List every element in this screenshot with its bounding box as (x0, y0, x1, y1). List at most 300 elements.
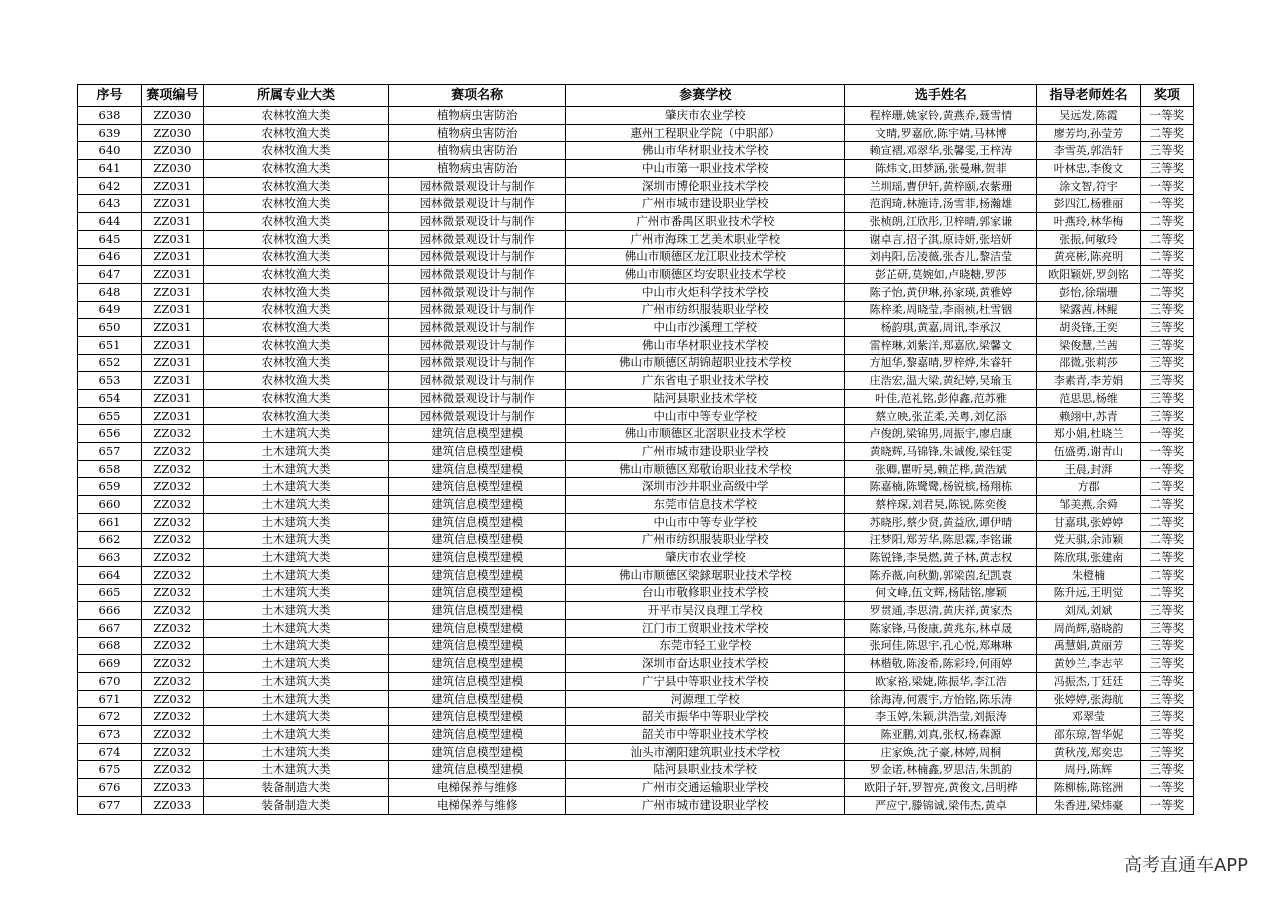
header-school: 参赛学校 (566, 85, 845, 107)
cell-category: 土木建筑大类 (203, 513, 388, 531)
cell-event: 建筑信息模型建模 (389, 531, 566, 549)
cell-teachers: 邵东琼,智华妮 (1037, 726, 1140, 744)
table-row (78, 160, 1194, 178)
cell-students: 黄晓辉,马锦锋,朱诚俊,梁钰雯 (845, 443, 1037, 461)
cell-event: 植物病虫害防治 (389, 160, 566, 178)
table-row (78, 124, 1194, 142)
cell-seq: 666 (78, 602, 142, 620)
cell-code: ZZ031 (141, 283, 203, 301)
cell-teachers: 周尚辉,骆晓韵 (1037, 619, 1140, 637)
cell-category: 农林牧渔大类 (203, 248, 388, 266)
cell-code: ZZ032 (141, 708, 203, 726)
cell-students: 徐海涛,何震宇,方怡铭,陈乐涛 (845, 690, 1037, 708)
cell-school: 佛山市顺德区郑敬诒职业技术学校 (566, 460, 845, 478)
cell-event: 建筑信息模型建模 (389, 602, 566, 620)
table-row (78, 336, 1194, 354)
cell-code: ZZ032 (141, 673, 203, 691)
cell-teachers: 赖翊中,苏青 (1037, 407, 1140, 425)
cell-teachers: 伍盛勇,谢青山 (1037, 443, 1140, 461)
cell-event: 植物病虫害防治 (389, 107, 566, 125)
table-row (78, 637, 1194, 655)
cell-code: ZZ032 (141, 549, 203, 567)
table-row (78, 407, 1194, 425)
cell-award: 二等奖 (1140, 283, 1193, 301)
cell-school: 中山市沙溪理工学校 (566, 319, 845, 337)
cell-category: 土木建筑大类 (203, 478, 388, 496)
cell-teachers: 张婷婷,张海航 (1037, 690, 1140, 708)
cell-category: 土木建筑大类 (203, 619, 388, 637)
cell-award: 三等奖 (1140, 690, 1193, 708)
table-row (78, 602, 1194, 620)
header-event-name: 赛项名称 (389, 85, 566, 107)
cell-award: 二等奖 (1140, 230, 1193, 248)
cell-seq: 663 (78, 549, 142, 567)
table-row (78, 496, 1194, 514)
cell-seq: 649 (78, 301, 142, 319)
cell-code: ZZ030 (141, 124, 203, 142)
cell-award: 二等奖 (1140, 513, 1193, 531)
cell-seq: 675 (78, 761, 142, 779)
cell-students: 陈子怡,黄伊琳,孙家瑛,黄雅婷 (845, 283, 1037, 301)
cell-school: 广州市交通运输职业学校 (566, 779, 845, 797)
cell-award: 一等奖 (1140, 779, 1193, 797)
cell-students: 雷梓琳,刘紫洋,郑嘉欣,梁馨文 (845, 336, 1037, 354)
cell-award: 二等奖 (1140, 496, 1193, 514)
cell-code: ZZ031 (141, 336, 203, 354)
cell-event: 建筑信息模型建模 (389, 761, 566, 779)
cell-award: 二等奖 (1140, 566, 1193, 584)
table-row (78, 478, 1194, 496)
cell-code: ZZ032 (141, 743, 203, 761)
cell-award: 一等奖 (1140, 195, 1193, 213)
cell-award: 一等奖 (1140, 425, 1193, 443)
cell-event: 建筑信息模型建模 (389, 496, 566, 514)
cell-school: 佛山市顺德区龙江职业技术学校 (566, 248, 845, 266)
cell-school: 佛山市顺德区均安职业技术学校 (566, 266, 845, 284)
cell-students: 文晴,罗嘉欣,陈宇婧,马林博 (845, 124, 1037, 142)
cell-event: 建筑信息模型建模 (389, 584, 566, 602)
cell-category: 土木建筑大类 (203, 584, 388, 602)
cell-school: 佛山市顺德区胡锦超职业技术学校 (566, 354, 845, 372)
cell-seq: 670 (78, 673, 142, 691)
table-row (78, 513, 1194, 531)
cell-code: ZZ032 (141, 513, 203, 531)
table-row (78, 584, 1194, 602)
cell-seq: 648 (78, 283, 142, 301)
cell-seq: 652 (78, 354, 142, 372)
table-row (78, 460, 1194, 478)
table-row (78, 673, 1194, 691)
cell-teachers: 彭怡,徐瑞珊 (1037, 283, 1140, 301)
cell-event: 建筑信息模型建模 (389, 478, 566, 496)
cell-code: ZZ032 (141, 443, 203, 461)
cell-event: 园林微景观设计与制作 (389, 372, 566, 390)
cell-school: 陆河县职业技术学校 (566, 761, 845, 779)
cell-award: 一等奖 (1140, 443, 1193, 461)
cell-students: 蔡梓琛,刘君昊,陈锐,陈奕俊 (845, 496, 1037, 514)
cell-code: ZZ031 (141, 319, 203, 337)
cell-category: 农林牧渔大类 (203, 177, 388, 195)
cell-award: 一等奖 (1140, 796, 1193, 814)
cell-seq: 657 (78, 443, 142, 461)
table-row (78, 107, 1194, 125)
cell-students: 汪梦阳,郑芳华,陈思霖,李铭谦 (845, 531, 1037, 549)
cell-school: 中山市第一职业技术学校 (566, 160, 845, 178)
cell-code: ZZ033 (141, 779, 203, 797)
cell-school: 广州市城市建设职业学校 (566, 796, 845, 814)
cell-students: 何文峰,伍文辉,杨陆铭,廖颖 (845, 584, 1037, 602)
cell-category: 土木建筑大类 (203, 743, 388, 761)
cell-code: ZZ032 (141, 425, 203, 443)
cell-teachers: 范思思,杨维 (1037, 390, 1140, 408)
cell-award: 三等奖 (1140, 390, 1193, 408)
table-row (78, 443, 1194, 461)
cell-category: 土木建筑大类 (203, 425, 388, 443)
cell-award: 二等奖 (1140, 248, 1193, 266)
table-row (78, 743, 1194, 761)
table-row (78, 761, 1194, 779)
cell-teachers: 王晨,封湃 (1037, 460, 1140, 478)
cell-category: 土木建筑大类 (203, 531, 388, 549)
cell-seq: 677 (78, 796, 142, 814)
cell-teachers: 欧阳颖妍,罗剑铭 (1037, 266, 1140, 284)
cell-seq: 654 (78, 390, 142, 408)
cell-category: 土木建筑大类 (203, 690, 388, 708)
header-row (78, 85, 1194, 107)
cell-award: 三等奖 (1140, 761, 1193, 779)
cell-seq: 642 (78, 177, 142, 195)
cell-students: 范润琦,林施诗,汤雪菲,杨瀚雄 (845, 195, 1037, 213)
cell-teachers: 邹美燕,余舜 (1037, 496, 1140, 514)
cell-school: 佛山市华材职业技术学校 (566, 336, 845, 354)
cell-school: 陆河县职业技术学校 (566, 390, 845, 408)
cell-school: 江门市工贸职业技术学校 (566, 619, 845, 637)
cell-event: 建筑信息模型建模 (389, 726, 566, 744)
cell-event: 园林微景观设计与制作 (389, 390, 566, 408)
cell-school: 东莞市轻工业学校 (566, 637, 845, 655)
cell-code: ZZ032 (141, 566, 203, 584)
cell-seq: 669 (78, 655, 142, 673)
cell-code: ZZ031 (141, 301, 203, 319)
cell-category: 土木建筑大类 (203, 673, 388, 691)
cell-award: 三等奖 (1140, 354, 1193, 372)
cell-code: ZZ031 (141, 266, 203, 284)
cell-seq: 667 (78, 619, 142, 637)
cell-award: 三等奖 (1140, 655, 1193, 673)
table-row (78, 301, 1194, 319)
cell-students: 彭芷研,莫婉如,卢晓糖,罗莎 (845, 266, 1037, 284)
cell-teachers: 党天骐,余沛颖 (1037, 531, 1140, 549)
cell-category: 土木建筑大类 (203, 566, 388, 584)
cell-event: 建筑信息模型建模 (389, 425, 566, 443)
table-row (78, 372, 1194, 390)
watermark-text: 高考直通车APP (1123, 855, 1248, 876)
cell-school: 开平市吴汉良理工学校 (566, 602, 845, 620)
cell-seq: 638 (78, 107, 142, 125)
cell-award: 三等奖 (1140, 743, 1193, 761)
header-students: 选手姓名 (845, 85, 1037, 107)
cell-students: 罗贯通,李思清,黄庆祥,黄家杰 (845, 602, 1037, 620)
cell-event: 园林微景观设计与制作 (389, 319, 566, 337)
cell-seq: 672 (78, 708, 142, 726)
cell-teachers: 叶林忠,李俊文 (1037, 160, 1140, 178)
cell-teachers: 叶燕玲,林华梅 (1037, 213, 1140, 231)
cell-code: ZZ031 (141, 248, 203, 266)
cell-teachers: 黄秋茂,郑奕忠 (1037, 743, 1140, 761)
cell-teachers: 张振,何敏玲 (1037, 230, 1140, 248)
cell-school: 广州市城市建设职业学校 (566, 443, 845, 461)
table-row (78, 796, 1194, 814)
cell-category: 土木建筑大类 (203, 602, 388, 620)
cell-school: 深圳市沙井职业高级中学 (566, 478, 845, 496)
cell-seq: 645 (78, 230, 142, 248)
table-body (78, 107, 1194, 815)
cell-award: 二等奖 (1140, 213, 1193, 231)
cell-students: 张桢朗,江欣彤,卫梓晴,郭家谦 (845, 213, 1037, 231)
cell-code: ZZ030 (141, 160, 203, 178)
cell-award: 三等奖 (1140, 673, 1193, 691)
cell-students: 程梓珊,姚家铃,黄燕乔,聂雪情 (845, 107, 1037, 125)
cell-code: ZZ031 (141, 390, 203, 408)
cell-code: ZZ032 (141, 496, 203, 514)
cell-category: 农林牧渔大类 (203, 195, 388, 213)
cell-category: 农林牧渔大类 (203, 372, 388, 390)
cell-code: ZZ032 (141, 655, 203, 673)
cell-teachers: 李雪英,郭浩轩 (1037, 142, 1140, 160)
table-row (78, 549, 1194, 567)
cell-teachers: 陈柳栋,陈铭洲 (1037, 779, 1140, 797)
cell-school: 汕头市潮阳建筑职业技术学校 (566, 743, 845, 761)
cell-category: 土木建筑大类 (203, 549, 388, 567)
cell-code: ZZ031 (141, 407, 203, 425)
cell-teachers: 郑小娟,杜晓兰 (1037, 425, 1140, 443)
cell-students: 杨韵琪,黄嘉,周讯,李承汉 (845, 319, 1037, 337)
cell-code: ZZ032 (141, 619, 203, 637)
cell-teachers: 黄妙兰,李志苹 (1037, 655, 1140, 673)
cell-seq: 671 (78, 690, 142, 708)
cell-seq: 639 (78, 124, 142, 142)
cell-students: 陈家锋,马俊康,黄兆东,林卓晟 (845, 619, 1037, 637)
cell-school: 肇庆市农业学校 (566, 107, 845, 125)
cell-teachers: 朱橙楠 (1037, 566, 1140, 584)
cell-seq: 673 (78, 726, 142, 744)
cell-award: 三等奖 (1140, 319, 1193, 337)
cell-code: ZZ032 (141, 637, 203, 655)
cell-teachers: 周丹,陈辉 (1037, 761, 1140, 779)
cell-school: 中山市中等专业学校 (566, 407, 845, 425)
cell-category: 农林牧渔大类 (203, 354, 388, 372)
cell-category: 农林牧渔大类 (203, 230, 388, 248)
cell-teachers: 廖芳均,孙莹芳 (1037, 124, 1140, 142)
cell-seq: 676 (78, 779, 142, 797)
cell-code: ZZ031 (141, 230, 203, 248)
cell-seq: 641 (78, 160, 142, 178)
cell-students: 庄家焕,沈子豪,林婷,周桐 (845, 743, 1037, 761)
cell-award: 二等奖 (1140, 478, 1193, 496)
cell-students: 蔡立映,张芷柔,关粤,刘亿添 (845, 407, 1037, 425)
cell-seq: 643 (78, 195, 142, 213)
cell-seq: 662 (78, 531, 142, 549)
cell-teachers: 陈欣琪,张建南 (1037, 549, 1140, 567)
cell-students: 叶佳,范礼铭,彭倬鑫,范苏雅 (845, 390, 1037, 408)
cell-seq: 647 (78, 266, 142, 284)
cell-school: 中山市火炬科学技术学校 (566, 283, 845, 301)
cell-teachers: 陈升远,王明觉 (1037, 584, 1140, 602)
table-row (78, 195, 1194, 213)
cell-event: 园林微景观设计与制作 (389, 230, 566, 248)
cell-award: 三等奖 (1140, 142, 1193, 160)
cell-award: 三等奖 (1140, 726, 1193, 744)
cell-school: 韶关市振华中等职业学校 (566, 708, 845, 726)
cell-event: 电梯保养与维修 (389, 779, 566, 797)
cell-event: 园林微景观设计与制作 (389, 336, 566, 354)
cell-teachers: 刘凤,刘斌 (1037, 602, 1140, 620)
cell-students: 欧阳子轩,罗智亮,黄俊文,吕明桦 (845, 779, 1037, 797)
cell-award: 一等奖 (1140, 177, 1193, 195)
cell-code: ZZ031 (141, 195, 203, 213)
cell-code: ZZ032 (141, 460, 203, 478)
table-row (78, 566, 1194, 584)
cell-code: ZZ031 (141, 372, 203, 390)
cell-students: 谢卓言,招子淇,原诗妍,张培妍 (845, 230, 1037, 248)
cell-event: 建筑信息模型建模 (389, 460, 566, 478)
cell-award: 三等奖 (1140, 160, 1193, 178)
cell-teachers: 梁俊慧,兰茜 (1037, 336, 1140, 354)
cell-category: 装备制造大类 (203, 779, 388, 797)
cell-code: ZZ031 (141, 213, 203, 231)
table-row (78, 619, 1194, 637)
cell-school: 广州市纺织服装职业学校 (566, 301, 845, 319)
cell-category: 农林牧渔大类 (203, 107, 388, 125)
cell-event: 建筑信息模型建模 (389, 655, 566, 673)
cell-award: 三等奖 (1140, 407, 1193, 425)
cell-seq: 674 (78, 743, 142, 761)
cell-code: ZZ031 (141, 177, 203, 195)
cell-seq: 651 (78, 336, 142, 354)
cell-teachers: 朱香进,梁炜豪 (1037, 796, 1140, 814)
cell-award: 二等奖 (1140, 549, 1193, 567)
header-event-code: 赛项编号 (141, 85, 203, 107)
cell-school: 中山市中等专业学校 (566, 513, 845, 531)
table-row (78, 248, 1194, 266)
cell-students: 赖宣褶,邓翠华,张馨雯,王梓涛 (845, 142, 1037, 160)
table-row (78, 266, 1194, 284)
cell-school: 肇庆市农业学校 (566, 549, 845, 567)
cell-code: ZZ031 (141, 354, 203, 372)
cell-school: 东莞市信息技术学校 (566, 496, 845, 514)
cell-school: 广州市番禺区职业技术学校 (566, 213, 845, 231)
cell-school: 佛山市顺德区北滘职业技术学校 (566, 425, 845, 443)
cell-school: 广州市城市建设职业学校 (566, 195, 845, 213)
header-teachers: 指导老师姓名 (1037, 85, 1140, 107)
table-row (78, 531, 1194, 549)
cell-category: 农林牧渔大类 (203, 142, 388, 160)
cell-teachers: 彭四江,杨雅丽 (1037, 195, 1140, 213)
cell-students: 刘冉阳,岳凌薇,张杏儿,黎洁莹 (845, 248, 1037, 266)
cell-school: 佛山市顺德区梁銶琚职业技术学校 (566, 566, 845, 584)
header-award: 奖项 (1140, 85, 1193, 107)
cell-category: 装备制造大类 (203, 796, 388, 814)
table-row (78, 655, 1194, 673)
cell-code: ZZ032 (141, 478, 203, 496)
cell-event: 建筑信息模型建模 (389, 513, 566, 531)
cell-category: 土木建筑大类 (203, 443, 388, 461)
cell-school: 惠州工程职业学院（中职部） (566, 124, 845, 142)
cell-seq: 661 (78, 513, 142, 531)
results-table (77, 84, 1194, 815)
cell-students: 欧家裕,梁婕,陈振华,李江浩 (845, 673, 1037, 691)
cell-award: 三等奖 (1140, 619, 1193, 637)
cell-students: 张卿,瞿听昊,赖芷桦,黄浩斌 (845, 460, 1037, 478)
table-row (78, 283, 1194, 301)
cell-students: 林楷敬,陈浚希,陈彩玲,何雨婷 (845, 655, 1037, 673)
cell-award: 三等奖 (1140, 372, 1193, 390)
table-row (78, 142, 1194, 160)
table-row (78, 708, 1194, 726)
cell-event: 建筑信息模型建模 (389, 673, 566, 691)
cell-event: 建筑信息模型建模 (389, 549, 566, 567)
cell-event: 电梯保养与维修 (389, 796, 566, 814)
cell-students: 张珂佳,陈思宇,孔心悦,郑琳琳 (845, 637, 1037, 655)
cell-seq: 668 (78, 637, 142, 655)
table-row (78, 690, 1194, 708)
cell-category: 土木建筑大类 (203, 761, 388, 779)
cell-category: 农林牧渔大类 (203, 283, 388, 301)
cell-seq: 656 (78, 425, 142, 443)
cell-school: 韶关市中等职业技术学校 (566, 726, 845, 744)
cell-teachers: 禹慧娟,黄丽芳 (1037, 637, 1140, 655)
cell-teachers: 李素青,李芳娟 (1037, 372, 1140, 390)
cell-code: ZZ032 (141, 726, 203, 744)
cell-school: 深圳市博伦职业技术学校 (566, 177, 845, 195)
cell-event: 园林微景观设计与制作 (389, 248, 566, 266)
cell-category: 农林牧渔大类 (203, 301, 388, 319)
cell-code: ZZ033 (141, 796, 203, 814)
cell-school: 广宁县中等职业技术学校 (566, 673, 845, 691)
cell-event: 建筑信息模型建模 (389, 637, 566, 655)
cell-category: 农林牧渔大类 (203, 213, 388, 231)
cell-students: 陈锐锋,李昊燃,黄子林,黄志权 (845, 549, 1037, 567)
cell-category: 农林牧渔大类 (203, 124, 388, 142)
cell-school: 河源理工学校 (566, 690, 845, 708)
table-row (78, 230, 1194, 248)
cell-award: 一等奖 (1140, 107, 1193, 125)
cell-students: 庄浩宏,温大梁,黄纪婷,吴瑜玉 (845, 372, 1037, 390)
cell-school: 深圳市奋达职业技术学校 (566, 655, 845, 673)
cell-award: 三等奖 (1140, 637, 1193, 655)
cell-category: 土木建筑大类 (203, 708, 388, 726)
cell-teachers: 邵微,张莉莎 (1037, 354, 1140, 372)
cell-event: 园林微景观设计与制作 (389, 266, 566, 284)
cell-award: 二等奖 (1140, 266, 1193, 284)
cell-students: 陈梓柔,周晓莹,李雨祯,杜雪铟 (845, 301, 1037, 319)
cell-students: 陈嘉楠,陈鹭鹭,杨锐槟,杨翔栋 (845, 478, 1037, 496)
cell-teachers: 冯振杰,丁廷廷 (1037, 673, 1140, 691)
cell-teachers: 邓翠莹 (1037, 708, 1140, 726)
cell-seq: 650 (78, 319, 142, 337)
cell-event: 植物病虫害防治 (389, 124, 566, 142)
cell-seq: 664 (78, 566, 142, 584)
cell-seq: 658 (78, 460, 142, 478)
table-row (78, 726, 1194, 744)
cell-event: 园林微景观设计与制作 (389, 195, 566, 213)
cell-school: 佛山市华材职业技术学校 (566, 142, 845, 160)
table-row (78, 390, 1194, 408)
cell-award: 三等奖 (1140, 602, 1193, 620)
cell-teachers: 方郡 (1037, 478, 1140, 496)
cell-event: 建筑信息模型建模 (389, 743, 566, 761)
cell-category: 农林牧渔大类 (203, 319, 388, 337)
